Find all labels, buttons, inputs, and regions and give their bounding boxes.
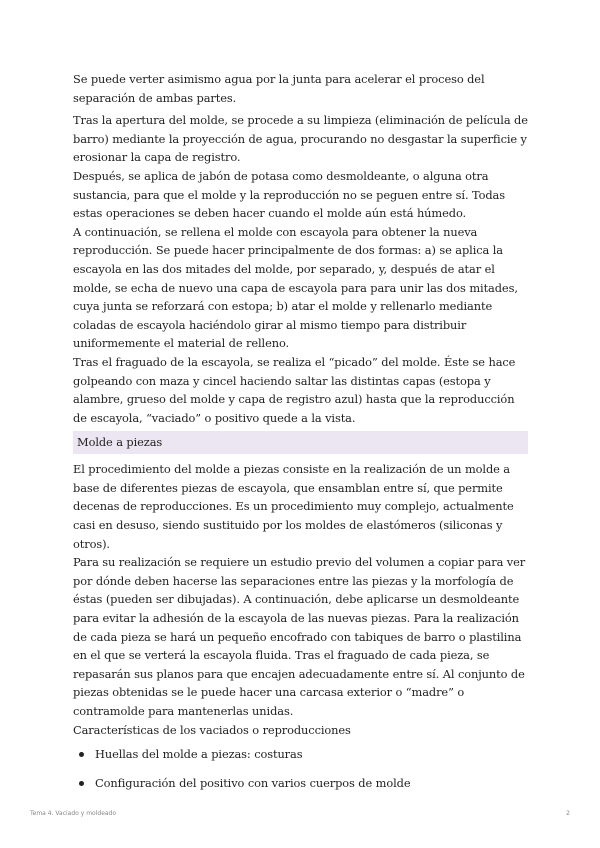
paragraph: Se puede verter asimismo agua por la junta para acelerar el proceso del separación de ambas partes. bbox=[73, 72, 485, 105]
bullet-icon bbox=[79, 752, 84, 757]
paragraph: Tras el fraguado de la escayola, se realiza el “picado” del molde. Éste se hace golpeando con maza y cincel haciendo saltar las distintas capas (estopa y alambre, grueso del molde y capa de registro azul) hasta que la reproducción de escayola, “vaciado” o positivo quede a la vista. bbox=[73, 354, 516, 425]
features-list bbox=[73, 745, 528, 792]
paragraph: A continuación, se rellena el molde con escayola para obtener la nueva reproducción. Se puede hacer principalmente de dos formas: a) se aplica la escayola en las dos mitades del molde, por separado, y, después de atar el molde, se echa de nuevo una capa de escayola para para unir las dos mitades, cuya junta se reforzará con estopa; b) atar el molde y rellenarlo mediante coladas de escayola haciéndolo girar al mismo tiempo para distribuir uniformemente el material de relleno. bbox=[73, 224, 518, 351]
page-footer bbox=[30, 810, 570, 822]
bullet-icon bbox=[79, 781, 84, 786]
section-heading: Molde a piezas bbox=[73, 431, 528, 454]
page-content bbox=[73, 70, 528, 802]
paragraph: Tras la apertura del molde, se procede a su limpieza (eliminación de película de barro) mediante la proyección de agua, procurando no desgastar la superficie y erosionar la capa de registro. bbox=[73, 113, 528, 165]
list-item-text: Huellas del molde a piezas: costuras bbox=[95, 747, 303, 762]
list-item bbox=[73, 774, 528, 793]
paragraph: Para su realización se requiere un estudio previo del volumen a copiar para ver por dónde deben hacerse las separaciones entre las piezas y la morfología de éstas (pueden ser dibujadas). A continuación, debe aplicarse un desmoldeante para evitar la adhesión de la escayola de las nuevas piezas. Para la realización de cada pieza se hará un pequeño encofrado con tabiques de barro o plastilina en el que se verterá la escayola fluida. Tras el fraguado de cada pieza, se repasarán sus planos para que encajen adecuadamente entre sí. Al conjunto de piezas obtenidas se le puede hacer una carcasa exterior o “madre” o contramolde para mantenerlas unidas. bbox=[73, 555, 526, 718]
page-number: 2 bbox=[566, 810, 570, 817]
features-title: Características de los vaciados o reproducciones bbox=[73, 722, 351, 737]
paragraph: Después, se aplica de jabón de potasa como desmoldeante, o alguna otra sustancia, para que el molde y la reproducción no se peguen entre sí. Todas estas operaciones se deben hacer cuando el molde aún está húmedo. bbox=[73, 168, 505, 221]
footer-title: Tema 4. Vaciado y moldeado bbox=[30, 810, 117, 817]
paragraph: El procedimiento del molde a piezas consiste en la realización de un molde a base de diferentes piezas de escayola, que ensamblan entre sí, que permite decenas de reproducciones. Es un procedimiento muy complejo, actualmente casi en desuso, siendo sustituido por los moldes de elastómeros (siliconas y otros). bbox=[73, 462, 514, 551]
list-item-text: Configuración del positivo con varios cuerpos de molde bbox=[95, 775, 411, 790]
list-item bbox=[73, 745, 528, 764]
